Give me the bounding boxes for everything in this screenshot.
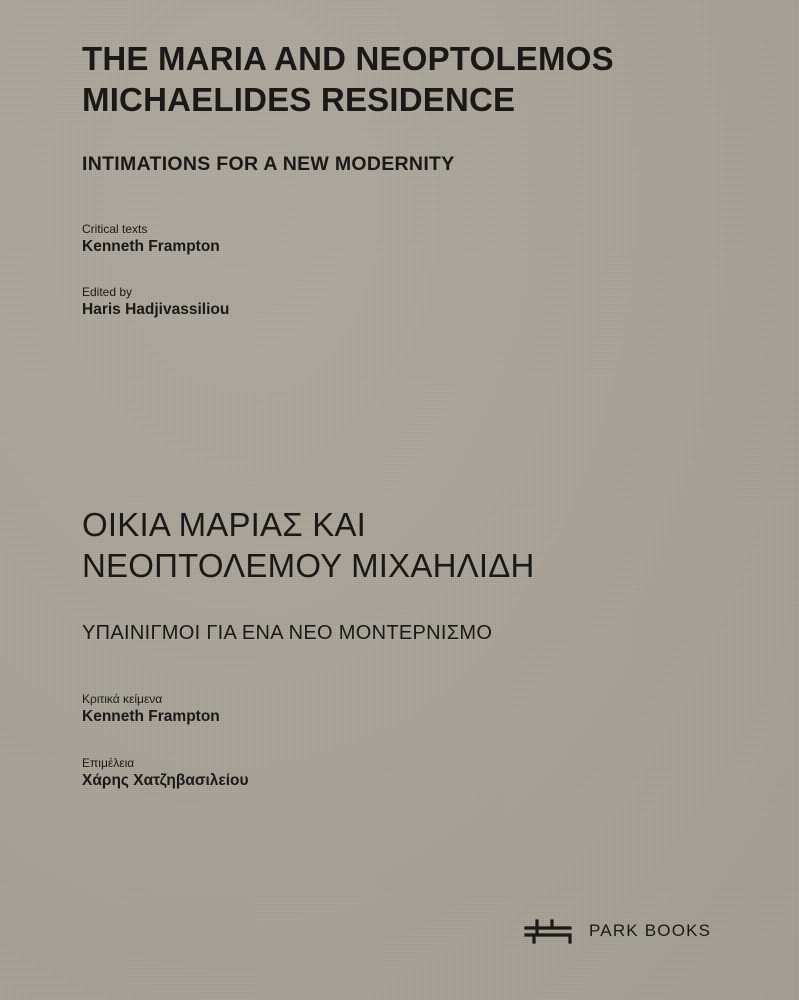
greek-editor — [82, 756, 739, 791]
english-editor — [82, 285, 739, 320]
edited-by-label: Edited by — [82, 285, 133, 299]
english-subtitle-block — [82, 152, 739, 176]
greek-title-line-2: ΝΕΟΠΤΟΛΕΜΟΥ ΜΙΧΑΗΛΙΔΗ — [82, 547, 535, 584]
greek-subtitle: ΥΠΑΙΝΙΓΜΟΙ ΓΙΑ ΕΝΑ ΝΕΟ ΜΟΝΤΕΡΝΙΣΜΟ — [82, 622, 493, 644]
editor-name: Haris Hadjivassiliou — [82, 301, 230, 318]
greek-title-line-1: ΟΙΚΙΑ ΜΑΡΙΑΣ ΚΑΙ — [82, 506, 367, 543]
title-line-1: THE MARIA AND NEOPTOLEMOS — [82, 40, 614, 77]
subtitle: INTIMATIONS FOR A NEW MODERNITY — [82, 153, 455, 175]
park-books-logo-icon — [523, 918, 573, 944]
greek-critical-texts-label: Κριτικά κείμενα — [82, 692, 163, 706]
critical-texts-label: Critical texts — [82, 222, 148, 236]
greek-edited-by-label: Επιμέλεια — [82, 756, 135, 770]
greek-critical-texts-author: Kenneth Frampton — [82, 708, 220, 725]
greek-subtitle-block — [82, 621, 739, 645]
greek-title-block — [82, 504, 739, 586]
greek-critical-texts — [82, 692, 739, 727]
greek-editor-name: Χάρης Χατζηβασιλείου — [82, 772, 249, 789]
english-title-block — [82, 38, 739, 120]
publisher-imprint — [523, 918, 711, 944]
title-line-2: MICHAELIDES RESIDENCE — [82, 81, 516, 118]
critical-texts-author: Kenneth Frampton — [82, 238, 220, 255]
english-critical-texts — [82, 222, 739, 257]
publisher-name: PARK BOOKS — [589, 921, 712, 940]
